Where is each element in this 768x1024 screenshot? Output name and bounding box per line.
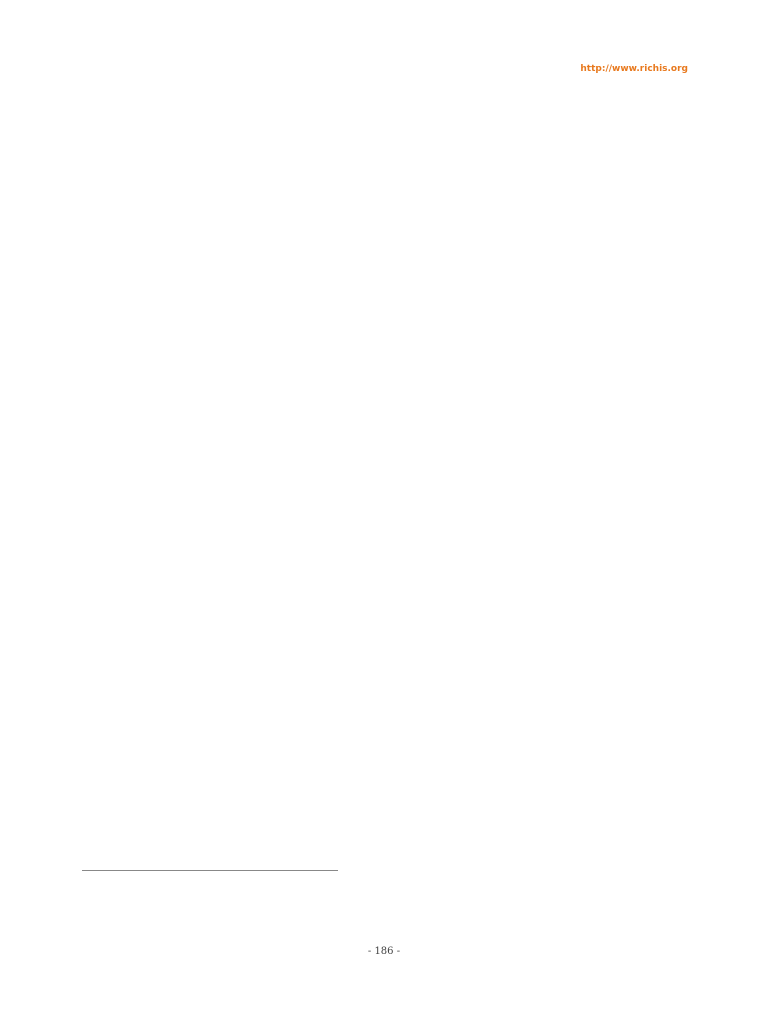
body-column-left: [82, 445, 368, 453]
footnote-divider: [82, 870, 338, 871]
logo-url-text: http://www.richis.org: [580, 64, 688, 74]
page-number: - 186 -: [367, 946, 401, 957]
body-column-right: [398, 410, 684, 412]
publisher-logo: [580, 64, 688, 74]
